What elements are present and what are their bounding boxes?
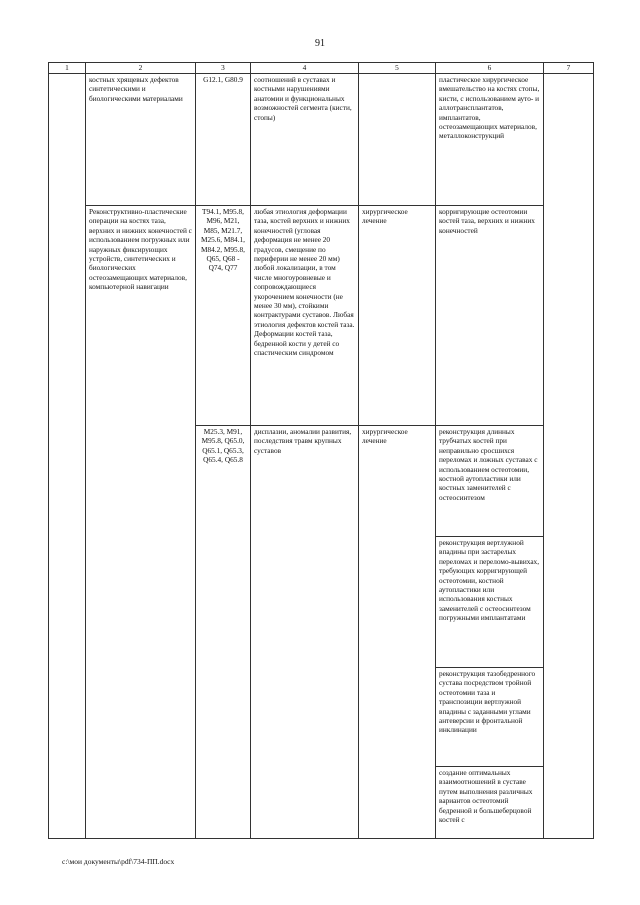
table-cell: костных хрящевых дефектов синтетическими и биологическими материалами: [86, 74, 196, 206]
table-cell: Реконструктивно-пластические операции на костях таза, верхних и нижних конечностей с использованием погружных или наружных фиксирующих устройств, синтетических и биологических остеозамещающих материалов, компьютерной навигации: [86, 206, 196, 839]
table-cell: соотношений в суставах и костными нарушениями анатомии и функциональных возможностей сегмента (кисти, стопы): [251, 74, 359, 206]
column-header: 7: [544, 63, 594, 74]
table-cell: [359, 74, 436, 206]
column-header: 6: [436, 63, 544, 74]
table-row: [49, 74, 594, 206]
column-header: 3: [196, 63, 251, 74]
table-cell: M25.3, M91, M95.8, Q65.0, Q65.1, Q65.3, Q65.4, Q65.8: [196, 426, 251, 839]
table-cell: любая этиология деформации таза, костей верхних и нижних конечностей (угловая деформация не менее 20 градусов, смещение по периферии не менее 20 мм) любой локализации, в том числе многоуровневые и сопровождающиеся укорочением конечности (не менее 30 мм), стойкими контрактурами суставов. Любая этиология дефектов костей таза. Деформации костей таза, бедренной кости у детей со спастическим синдромом: [251, 206, 359, 426]
table-cell: T94.1, M95.8, M96, M21, M85, M21.7, M25.6, M84.1, M84.2, M95.8, Q65, Q68 - Q74, Q77: [196, 206, 251, 426]
page-number: 91: [315, 38, 325, 49]
table-cell: [49, 74, 86, 839]
table-cell: хирургическое лечение: [359, 426, 436, 839]
table-row: [49, 206, 594, 426]
procedures-table: [48, 62, 594, 839]
table-cell: пластическое хирургическое вмешательство на костях стопы, кисти, с использованием ауто- и аллотрансплантатов, имплантатов, остеозамещающих материалов, металлоконструкций: [436, 74, 544, 206]
column-header: 1: [49, 63, 86, 74]
table-cell: реконструкция тазобедренного сустава посредством тройной остеотомии таза и транспозиции вертлужной впадины с заданными углами антеверсии и фронтальной инклинации: [436, 668, 544, 767]
table-cell: [544, 74, 594, 839]
table-cell: G12.1, G80.9: [196, 74, 251, 206]
footer-file-path: c:\мои документы\pdf\734-ПП.docx: [62, 857, 175, 866]
column-header: 4: [251, 63, 359, 74]
table-cell: корригирующие остеотомии костей таза, верхних и нижних конечностей: [436, 206, 544, 426]
table-cell: реконструкция длинных трубчатых костей при неправильно сросшихся переломах и ложных суставах с использованием остеотомии, костной аутопластики или костных заменителей с остеосинтезом: [436, 426, 544, 537]
table-header-row: [49, 63, 594, 74]
table-cell: создание оптимальных взаимоотношений в суставе путем выполнения различных вариантов остеотомий бедренной и большеберцовой костей с: [436, 767, 544, 839]
column-header: 5: [359, 63, 436, 74]
table-cell: реконструкция вертлужной впадины при застарелых переломах и переломо-вывихах, требующих корригирующей остеотомии, костной аутопластики или использования костных заменителей с остеосинтезом погружными имплантатами: [436, 537, 544, 668]
table-cell: дисплазии, аномалии развития, последствия травм крупных суставов: [251, 426, 359, 839]
column-header: 2: [86, 63, 196, 74]
table-cell: хирургическое лечение: [359, 206, 436, 426]
